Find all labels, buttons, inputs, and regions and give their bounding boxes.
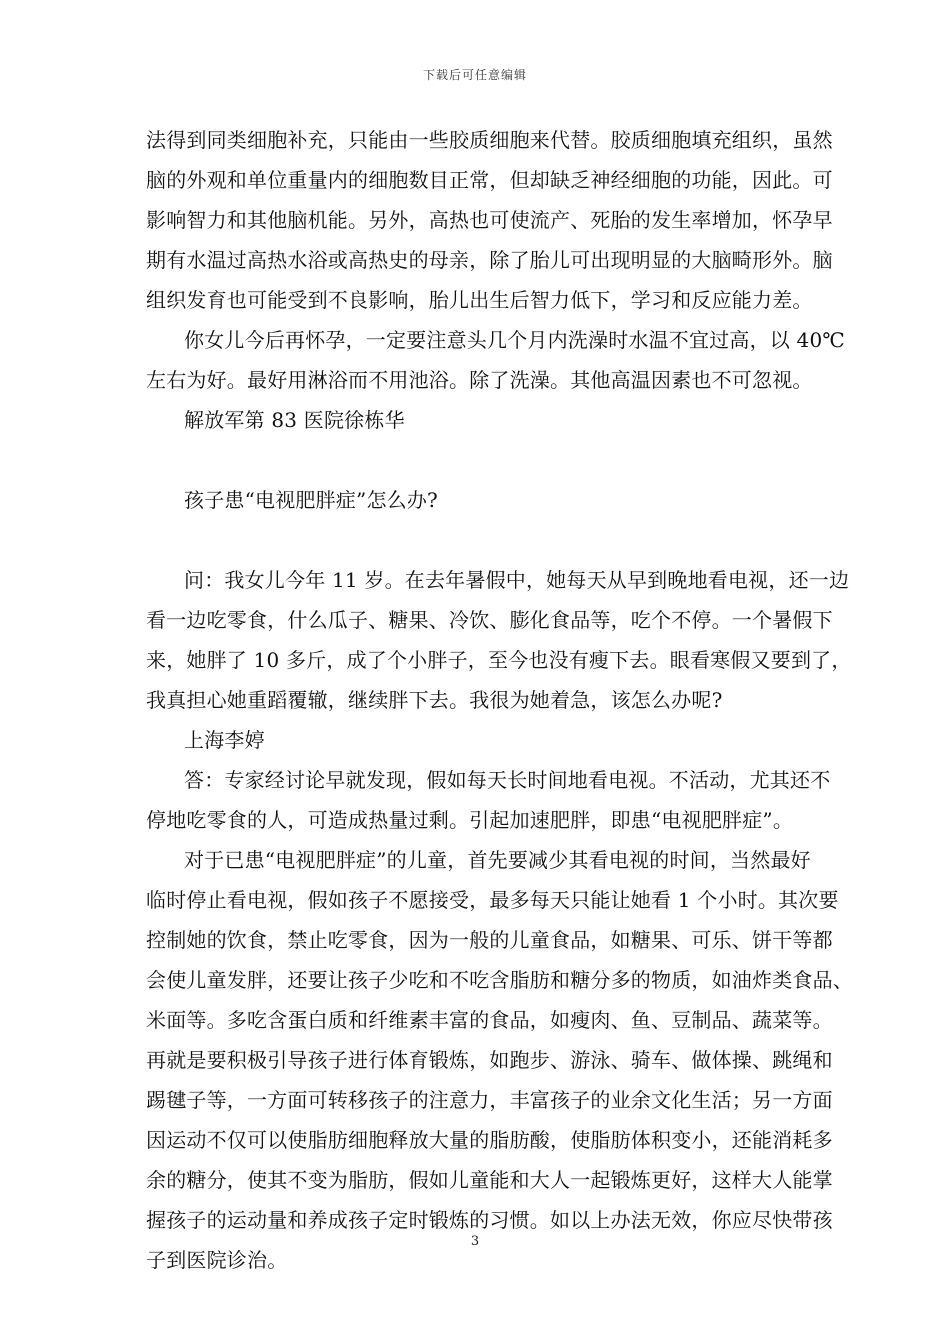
article-title: 孩子患“电视肥胖症”怎么办? bbox=[184, 488, 438, 512]
page-header: 下载后可任意编辑 bbox=[422, 68, 527, 82]
body-line: 看一边吃零食，什么瓜子、糖果、冷饮、膨化食品等，吃个不停。一个暑假下 bbox=[146, 608, 833, 632]
body-line: 组织发育也可能受到不良影响，胎儿出生后智力低下，学习和反应能力差。 bbox=[146, 288, 813, 312]
section-gap bbox=[146, 440, 811, 480]
body-line: 脑的外观和单位重量内的细胞数目正常，但却缺乏神经细胞的功能，因此。可 bbox=[146, 168, 833, 192]
author-signature: 解放军第 83 医院徐栋华 bbox=[184, 408, 405, 432]
body-line: 法得到同类细胞补充，只能由一些胶质细胞来代替。胶质细胞填充组织，虽然 bbox=[146, 128, 833, 152]
body-line: 来，她胖了 10 多斤，成了个小胖子，至今也没有瘦下去。眼看寒假又要到了， bbox=[146, 648, 852, 672]
body-line: 子到医院诊治。 bbox=[146, 1248, 288, 1272]
body-line: 握孩子的运动量和养成孩子定时锻炼的习惯。如以上办法无效，你应尽快带孩 bbox=[146, 1208, 833, 1232]
body-line: 期有水温过高热水浴或高热史的母亲，除了胎儿可出现明显的大脑畸形外。脑 bbox=[146, 248, 833, 272]
body-line: 临时停止看电视，假如孩子不愿接受，最多每天只能让她看 1 个小时。其次要 bbox=[146, 888, 839, 912]
document-body bbox=[146, 120, 853, 1280]
paragraph-start-line: 你女儿今后再怀孕，一定要注意头几个月内洗澡时水温不宜过高，以 40℃ bbox=[184, 328, 845, 352]
body-line: 影响智力和其他脑机能。另外，高热也可使流产、死胎的发生率增加，怀孕早 bbox=[146, 208, 833, 232]
body-line: 左右为好。最好用淋浴而不用池浴。除了洗澡。其他高温因素也不可忽视。 bbox=[146, 368, 813, 392]
body-line: 踢毽子等，一方面可转移孩子的注意力，丰富孩子的业余文化生活；另一方面 bbox=[146, 1088, 833, 1112]
body-line: 余的糖分，使其不变为脂肪，假如儿童能和大人一起锻炼更好，这样大人能掌 bbox=[146, 1168, 833, 1192]
section-gap bbox=[146, 520, 811, 560]
body-line: 因运动不仅可以使脂肪细胞释放大量的脂肪酸，使脂肪体积变小，还能消耗多 bbox=[146, 1128, 833, 1152]
body-line: 会使儿童发胖，还要让孩子少吃和不吃含脂肪和糖分多的物质，如油炸类食品、 bbox=[146, 968, 853, 992]
body-line: 我真担心她重蹈覆辙，继续胖下去。我很为她着急，该怎么办呢? bbox=[146, 688, 723, 712]
question-start-line: 问：我女儿今年 11 岁。在去年暑假中，她每天从早到晚地看电视，还一边 bbox=[184, 568, 850, 592]
answer-start-line: 答：专家经讨论早就发现，假如每天长时间地看电视。不活动，尤其还不 bbox=[184, 768, 831, 792]
body-line: 米面等。多吃含蛋白质和纤维素丰富的食品，如瘦肉、鱼、豆制品、蔬菜等。 bbox=[146, 1008, 833, 1032]
paragraph-start-line: 对于已患“电视肥胖症”的儿童，首先要减少其看电视的时间，当然最好 bbox=[184, 848, 811, 872]
body-line: 再就是要积极引导孩子进行体育锻炼，如跑步、游泳、骑车、做体操、跳绳和 bbox=[146, 1048, 833, 1072]
body-line: 控制她的饮食，禁止吃零食，因为一般的儿童食品，如糖果、可乐、饼干等都 bbox=[146, 928, 833, 952]
page-number: 3 bbox=[470, 1234, 480, 1249]
body-line: 停地吃零食的人，可造成热量过剩。引起加速肥胖，即患“电视肥胖症”。 bbox=[146, 808, 794, 832]
questioner-signature: 上海李婷 bbox=[184, 728, 265, 752]
